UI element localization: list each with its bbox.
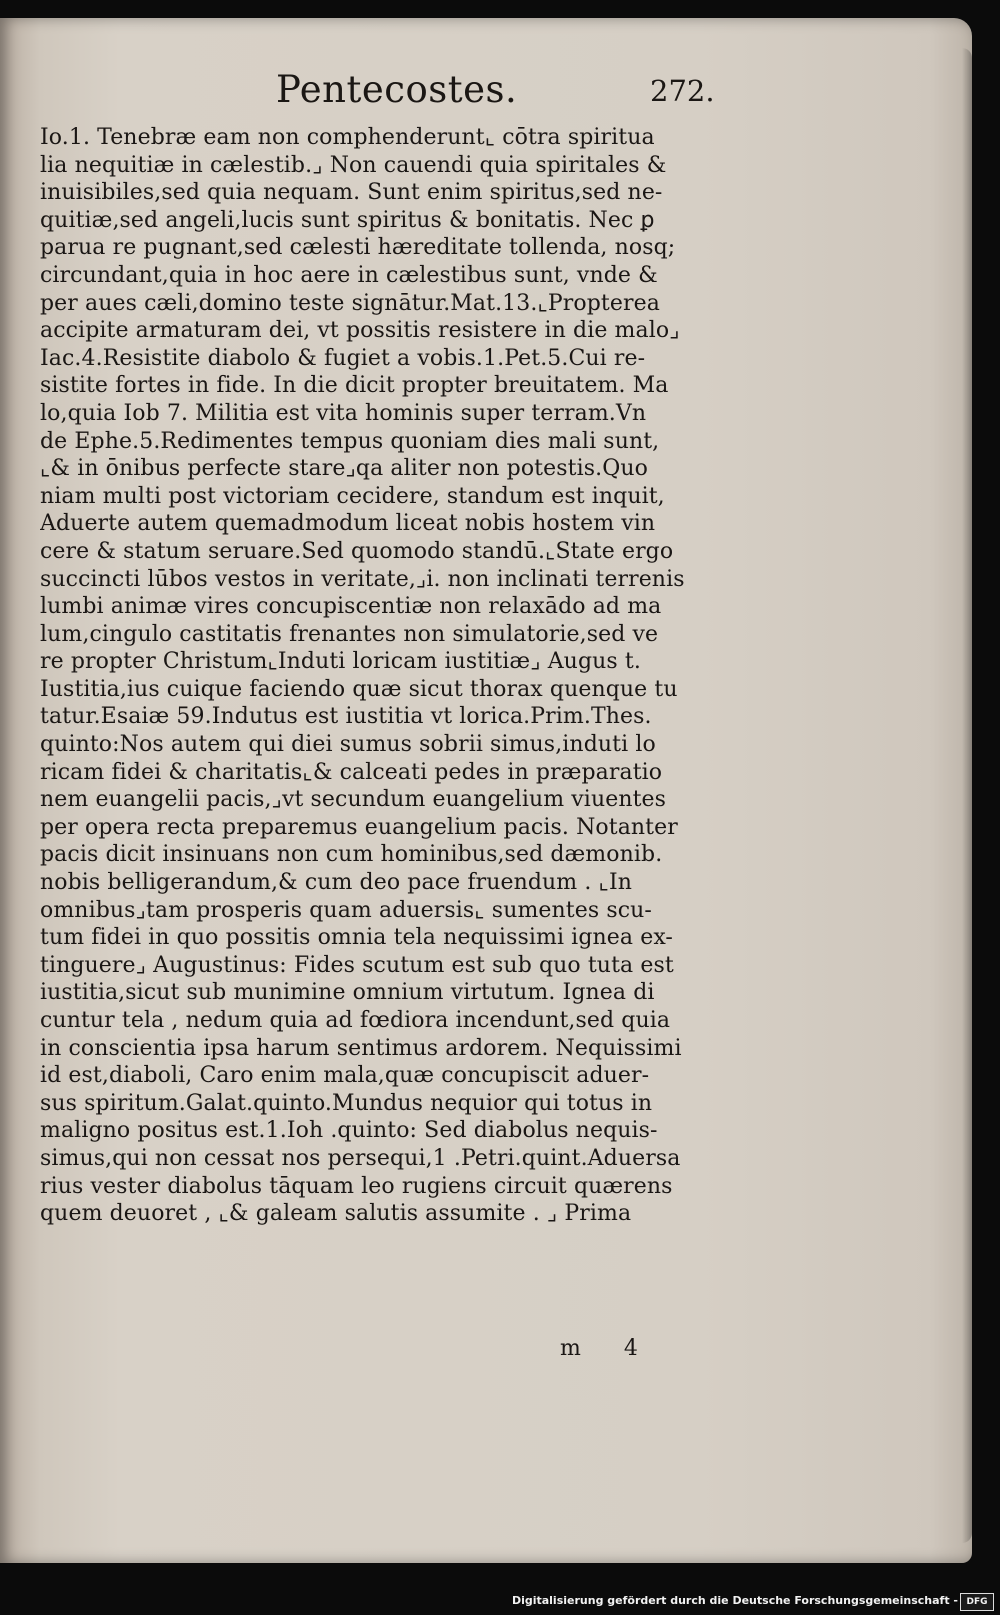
text-line: tinguere⌟ Augustinus: Fides scutum est sub quo tuta est xyxy=(40,952,674,978)
text-line: in conscientia ipsa harum sentimus ardorem. Nequissimi xyxy=(40,1035,682,1061)
text-line: ⌞& in ōnibus perfecte stare⌟qa aliter non potestis.Quo xyxy=(40,456,648,482)
text-line: succincti lūbos vestos in veritate,⌟i. non inclinati terrenis xyxy=(40,566,685,592)
text-line: lo,quia Iob 7. Militia est vita hominis super terram.Vn xyxy=(40,400,647,426)
text-line: accipite armaturam dei, vt possitis resistere in die malo⌟ xyxy=(40,318,680,344)
signature-mark: m 4 xyxy=(560,1336,656,1361)
text-line: omnibus⌟tam prosperis quam aduersis⌞ sumentes scu- xyxy=(40,897,652,923)
text-line: Aduerte autem quemadmodum liceat nobis hostem vin xyxy=(40,511,656,537)
text-line: cuntur tela , nedum quia ad fœdiora incendunt,sed quia xyxy=(40,1008,671,1033)
text-line: parua re pugnant,sed cælesti hæreditate tollenda, nosq; xyxy=(40,235,676,261)
text-line: maligno positus est.1.Ioh .quinto: Sed diabolus nequis- xyxy=(40,1118,658,1144)
text-line: circundant,quia in hoc aere in cælestibus sunt, vnde & xyxy=(40,262,658,288)
page-header xyxy=(80,68,780,118)
dfg-logo: DFG xyxy=(960,1593,994,1611)
text-line: Iustitia,ius cuique faciendo quæ sicut thorax quenque tu xyxy=(40,676,678,702)
text-line: rius vester diabolus tāquam leo rugiens circuit quærens xyxy=(40,1173,673,1199)
text-line: tatur.Esaiæ 59.Indutus est iustitia vt lorica.Prim.Thes. xyxy=(40,704,652,730)
page-edge-shadow xyxy=(962,48,972,1543)
text-line: nem euangelii pacis,⌟vt secundum euangelium viuentes xyxy=(40,787,667,813)
text-line: per aues cæli,domino teste signātur.Mat.13.⌞Propterea xyxy=(40,290,660,316)
book-page xyxy=(0,18,972,1563)
text-line: tum fidei in quo possitis omnia tela nequissimi ignea ex- xyxy=(40,925,673,951)
text-line: simus,qui non cessat nos persequi,1 .Petri.quint.Aduersa xyxy=(40,1145,681,1171)
text-line: lum,cingulo castitatis frenantes non simulatorie,sed ve xyxy=(40,621,659,647)
text-line: re propter Christum⌞Induti loricam iustitiæ⌟ Augus t. xyxy=(40,649,641,675)
text-line: Iac.4.Resistite diabolo & fugiet a vobis.1.Pet.5.Cui re- xyxy=(40,345,646,371)
text-line: id est,diaboli, Caro enim mala,quæ concupiscit aduer- xyxy=(40,1063,650,1089)
text-line: sus spiritum.Galat.quinto.Mundus nequior qui totus in xyxy=(40,1090,653,1116)
text-line: niam multi post victoriam cecidere, standum est inquit, xyxy=(40,483,665,509)
folio-number: 272. xyxy=(650,74,715,108)
text-line: sistite fortes in fide. In die dicit propter breuitatem. Ma xyxy=(40,373,669,399)
text-line: lia nequitiæ in cælestib.⌟ Non cauendi quia spiritales & xyxy=(40,152,667,178)
text-line: per opera recta preparemus euangelium pacis. Notanter xyxy=(40,814,678,840)
text-line: inuisibiles,sed quia nequam. Sunt enim spiritus,sed ne- xyxy=(40,180,663,206)
text-line: iustitia,sicut sub munimine omnium virtutum. Ignea di xyxy=(40,980,655,1006)
text-line: lumbi animæ vires concupiscentiæ non relaxādo ad ma xyxy=(40,594,662,620)
text-line: cere & statum seruare.Sed quomodo standū.⌞State ergo xyxy=(40,538,674,564)
text-line: quinto:Nos autem qui diei sumus sobrii simus,induti lo xyxy=(40,732,656,758)
text-line: pacis dicit insinuans non cum hominibus,sed dæmonib. xyxy=(40,842,663,868)
text-line: de Ephe.5.Redimentes tempus quoniam dies mali sunt, xyxy=(40,428,660,454)
footer-bar xyxy=(0,1590,1000,1615)
text-line: Io.1. Tenebræ eam non comphenderunt⌞ cōtra spiritua xyxy=(40,125,655,150)
body-text xyxy=(40,124,760,1228)
text-line: nobis belligerandum,& cum deo pace fruendum . ⌞In xyxy=(40,870,633,896)
funding-credit: Digitalisierung gefördert durch die Deutsche Forschungsgemeinschaft - xyxy=(511,1594,958,1607)
text-line: ricam fidei & charitatis⌞& calceati pedes in præparatio xyxy=(40,759,663,785)
text-line: quitiæ,sed angeli,lucis sunt spiritus & bonitatis. Nec ꝑ xyxy=(40,207,655,233)
running-head: Pentecostes. xyxy=(276,68,518,111)
text-line: quem deuoret , ⌞& galeam salutis assumite . ⌟ Prima xyxy=(40,1201,632,1227)
